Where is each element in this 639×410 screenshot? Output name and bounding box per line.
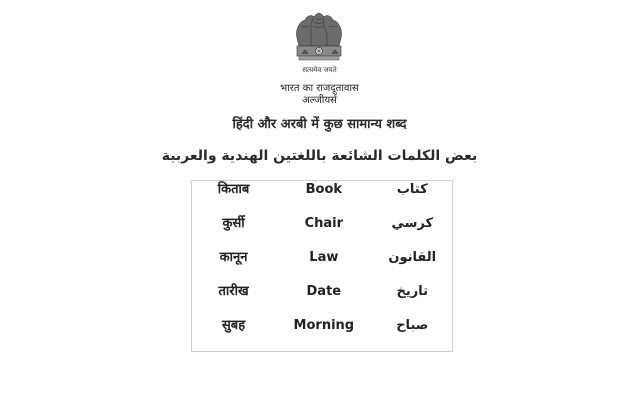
office-city: अल्जीयर्स: [302, 95, 337, 106]
arabic-word: صباح: [396, 318, 429, 333]
arabic-word: تاريخ: [396, 284, 428, 299]
hindi-word: कुर्सी: [222, 216, 245, 231]
english-word: Chair: [304, 216, 344, 231]
arabic-word: كتاب: [396, 182, 428, 197]
english-word: Law: [309, 250, 339, 265]
office-name: भारत का राजदूतावास: [280, 83, 359, 94]
heading-arabic: بعض الكلمات الشائعة باللغتين الهندية والعربية: [161, 148, 478, 164]
english-word: Date: [306, 284, 342, 299]
table-row: [192, 249, 452, 283]
hindi-word: किताब: [217, 182, 250, 197]
table-row: [192, 283, 452, 317]
hindi-word: तारीख: [218, 284, 249, 299]
english-word: Morning: [293, 318, 355, 333]
heading-hindi: हिंदी और अरबी में कुछ सामान्य शब्द: [232, 117, 407, 132]
english-word: Book: [305, 182, 343, 197]
table-row: [192, 215, 452, 249]
emblem-motto: सत्यमेव जयते: [302, 66, 337, 74]
hindi-word: सुबह: [222, 318, 246, 333]
arabic-word: كرسي: [391, 216, 434, 231]
hindi-word: कानून: [219, 250, 248, 265]
arabic-word: القانون: [388, 250, 437, 265]
table-row: [192, 317, 452, 351]
vocabulary-table: [191, 180, 453, 352]
table-row: [192, 181, 452, 215]
